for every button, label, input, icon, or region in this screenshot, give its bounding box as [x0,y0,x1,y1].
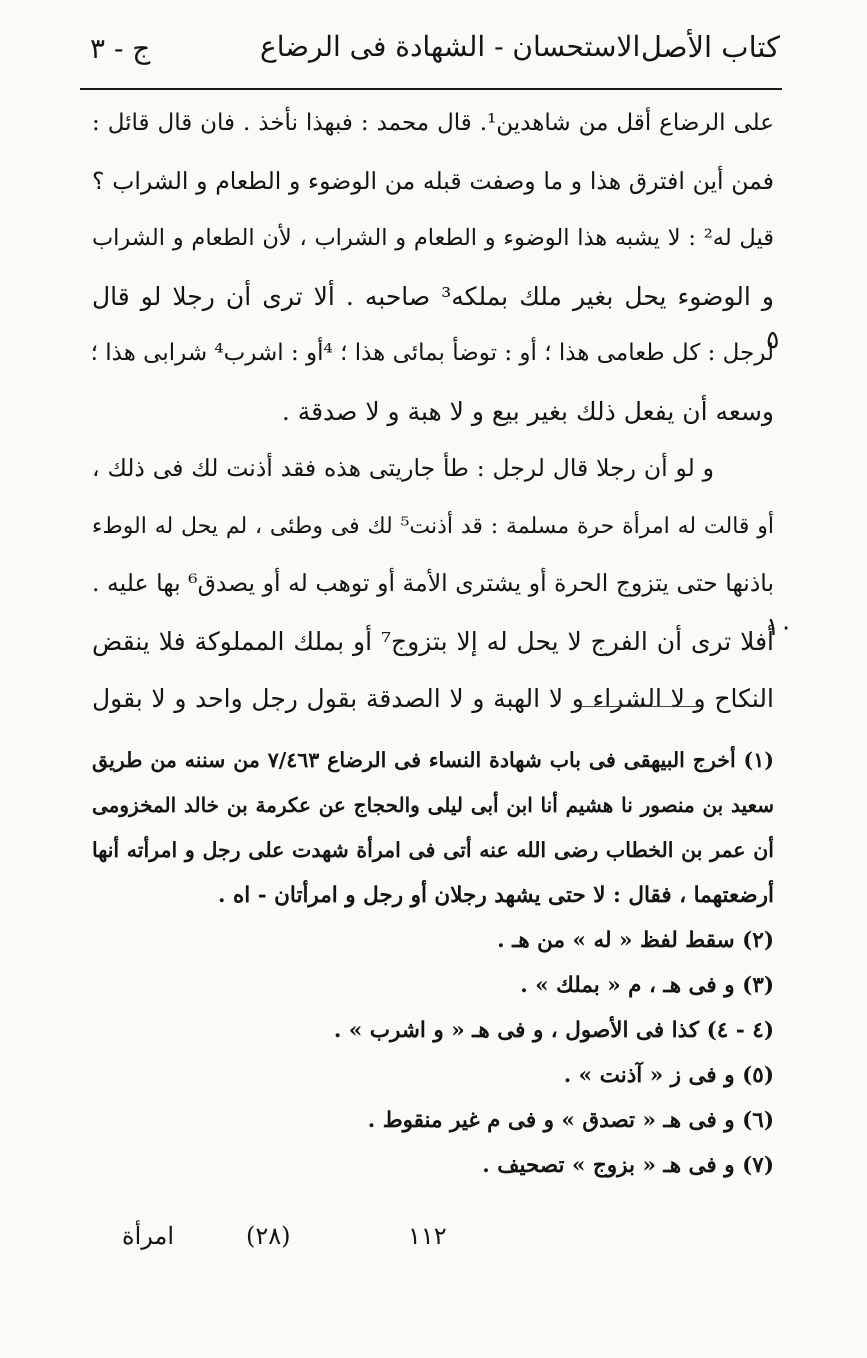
main-text [92,95,774,728]
sheet-number: (٢٨) [246,1222,291,1250]
volume-number: ج - ٣ [90,32,151,65]
footnote-line: أرضعتهما ، فقال : لا حتى يشهد رجلان أو رجل و امرأتان - اه . [218,883,774,908]
footnote-line: (٦) و فى هـ « تصدق » و فى م غير منقوط . [367,1108,774,1133]
footnote-line: (٢) سقط لفظ « له » من هـ . [497,928,774,953]
text-line: و لو أن رجلا قال لرجل : طأ جاريتى هذه فقد أذنت لك فى ذلك ، [92,454,714,482]
footnote-line: (٣) و فى هـ ، م « بملك » . [520,973,774,998]
text-line: وسعه أن يفعل ذلك بغير بيع و لا هبة و لا صدقة . [281,396,774,426]
text-line: أفلا ترى أن الفرج لا يحل له إلا بتزوج⁷ أو بملك المملوكة فلا ينقض [92,626,775,656]
text-line: أو قالت له امرأة حرة مسلمة : قد أذنت⁵ لك فى وطئى ، لم يحل له الوطء [92,513,774,539]
header-rule [80,88,782,90]
running-header [80,30,780,80]
text-line: النكاح و لا الشراء و لا الهبة و لا الصدقة بقول رجل واحد و لا بقول [92,684,774,713]
line-number-5: ٥ [766,325,780,354]
page-number: ١١٢ [408,1222,447,1250]
footnote-line: (٥) و فى ز « آذنت » . [563,1063,774,1088]
line-number-10: ١٠ [766,612,793,641]
text-line: لرجل : كل طعامى هذا ؛ أو : توضأ بمائى هذا ؛ ⁴أو : اشرب⁴ شرابى هذا ؛ [90,340,774,366]
footnote-line: (٤ - ٤) كذا فى الأصول ، و فى هـ « و اشرب » . [333,1018,774,1043]
text-line: على الرضاع أقل من شاهدين¹. قال محمد : فبهذا نأخذ . فان قال قائل : [92,110,775,136]
footnote-line: سعيد بن منصور نا هشيم أنا ابن أبى ليلى والحجاج عن عكرمة بن خالد المخزومى [92,793,774,817]
footnotes [92,738,774,1188]
catchword: امرأة [122,1222,175,1250]
text-line: فمن أين افترق هذا و ما وصفت قبله من الوضوء و الطعام و الشراب ؟ [92,166,774,195]
chapter-title: الاستحسان - الشهادة فى الرضاع [260,30,641,63]
footnote-separator [580,706,700,707]
page-footer [0,1222,867,1262]
footnote-line: (٧) و فى هـ « بزوج » تصحيف . [482,1153,774,1178]
text-line: و الوضوء يحل بغير ملك بملكه³ صاحبه . ألا ترى أن رجلا لو قال [92,281,774,311]
text-line: قيل له² : لا يشبه هذا الوضوء و الطعام و الشراب ، لأن الطعام و الشراب [92,225,775,251]
text-line: باذنها حتى يتزوج الحرة أو يشترى الأمة أو توهب له أو يصدق⁶ بها عليه . [92,569,774,597]
book-title: كتاب الأصل [640,30,780,64]
footnote-line: أن عمر بن الخطاب رضى الله عنه أتى فى امرأة شهدت على رجل و امرأته أنها [92,838,774,862]
footnote-line: (١) أخرج البيهقى فى باب شهادة النساء فى الرضاع ٧/٤٦٣ من سننه من طريق [92,748,774,772]
